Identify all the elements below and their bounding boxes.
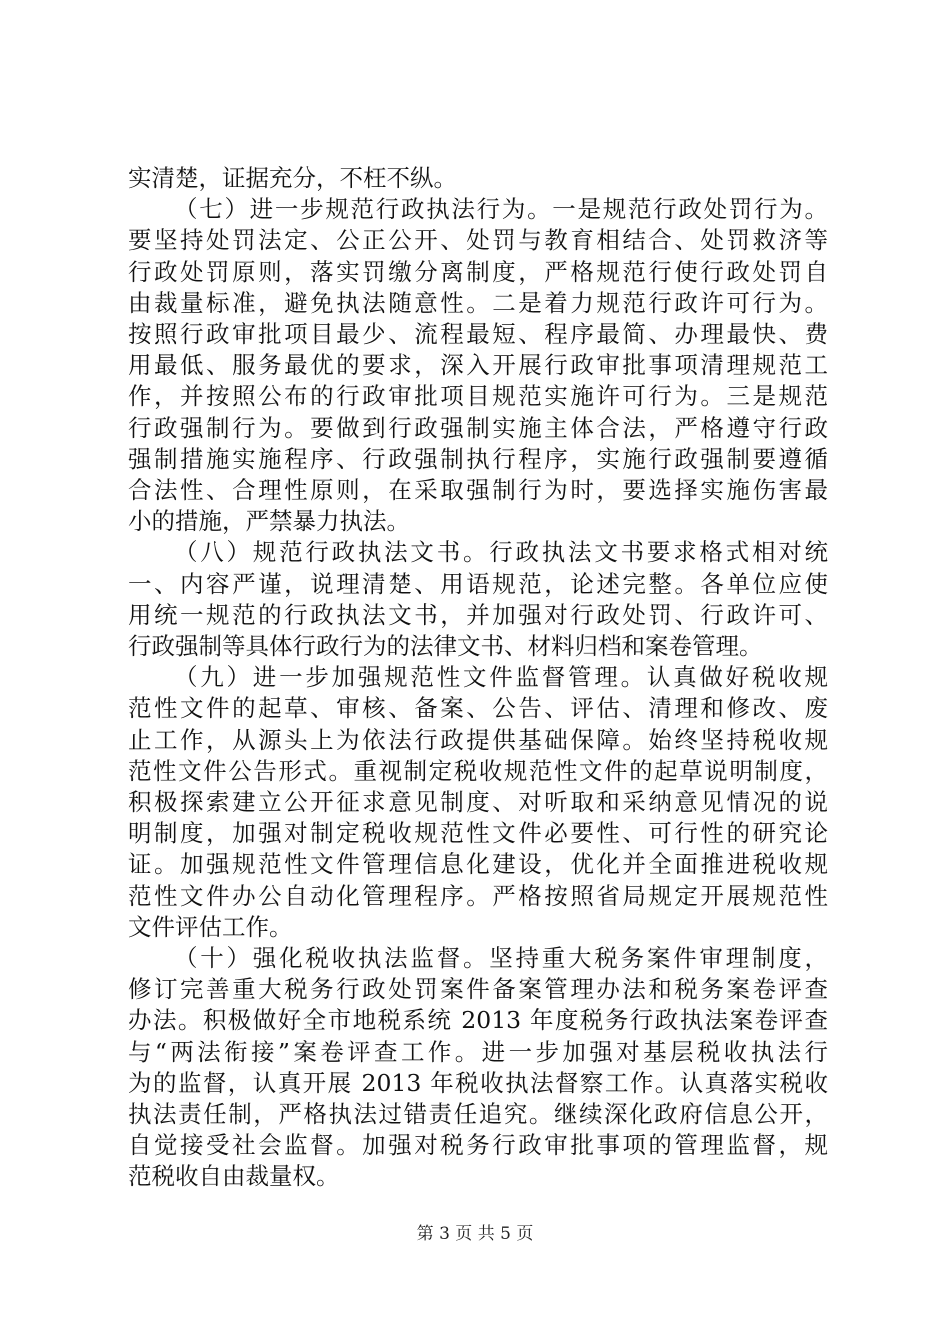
body-line: 办法。积极做好全市地税系统 2013 年度税务行政执法案卷评查: [128, 1006, 828, 1035]
body-line: 修订完善重大税务行政处罚案件备案管理办法和税务案卷评查: [128, 975, 828, 1004]
body-line: 用统一规范的行政执法文书，并加强对行政处罚、行政许可、: [128, 600, 828, 629]
body-line: 行政强制等具体行政行为的法律文书、材料归档和案卷管理。: [128, 632, 763, 660]
body-line: 与“两法衔接”案卷评查工作。进一步加强对基层税收执法行: [128, 1037, 828, 1066]
body-line: 自觉接受社会监督。加强对税务行政审批事项的管理监督，规: [128, 1131, 828, 1160]
body-line: 止工作，从源头上为依法行政提供基础保障。始终坚持税收规: [128, 725, 828, 754]
body-line: 一、内容严谨，说理清楚、用语规范，论述完整。各单位应使: [128, 569, 828, 598]
section-9-heading-line: （九）进一步加强规范性文件监督管理。认真做好税收规: [174, 663, 828, 692]
body-line: 由裁量标准，避免执法随意性。二是着力规范行政许可行为。: [128, 288, 828, 317]
body-line: 小的措施，严禁暴力执法。: [128, 507, 410, 536]
body-line: 作，并按照公布的行政审批项目规范实施许可行为。三是规范: [128, 382, 828, 411]
body-line: 范税收自由裁量权。: [128, 1162, 340, 1191]
body-line: 明制度，加强对制定税收规范性文件必要性、可行性的研究论: [128, 819, 828, 848]
body-line: 范性文件办公自动化管理程序。严格按照省局规定开展规范性: [128, 881, 828, 910]
page-footer: 第 3 页 共 5 页: [416, 1224, 534, 1244]
body-line: 行政强制行为。要做到行政强制实施主体合法，严格遵守行政: [128, 413, 828, 442]
section-8-heading-line: （八）规范行政执法文书。行政执法文书要求格式相对统: [174, 538, 828, 567]
body-line: 强制措施实施程序、行政强制执行程序，实施行政强制要遵循: [128, 444, 828, 473]
body-line: 文件评估工作。: [128, 912, 293, 941]
body-line: 用最低、服务最优的要求，深入开展行政审批事项清理规范工: [128, 351, 828, 380]
body-line: 行政处罚原则，落实罚缴分离制度，严格规范行使行政处罚自: [128, 257, 828, 286]
body-line: 要坚持处罚法定、公正公开、处罚与教育相结合、处罚救济等: [128, 226, 828, 255]
body-line: 为的监督，认真开展 2013 年税收执法督察工作。认真落实税收: [128, 1068, 828, 1097]
body-line: 按照行政审批项目最少、流程最短、程序最简、办理最快、费: [128, 320, 828, 348]
body-line: 证。加强规范性文件管理信息化建设，优化并全面推进税收规: [128, 850, 828, 879]
body-line: 积极探索建立公开征求意见制度、对听取和采纳意见情况的说: [128, 788, 828, 816]
body-line: 范性文件的起草、审核、备案、公告、评估、清理和修改、废: [128, 694, 828, 723]
body-line: 实清楚，证据充分，不枉不纵。: [128, 164, 457, 192]
section-7-heading-line: （七）进一步规范行政执法行为。一是规范行政处罚行为。: [174, 195, 828, 224]
section-10-heading-line: （十）强化税收执法监督。坚持重大税务案件审理制度，: [174, 944, 828, 972]
body-line: 执法责任制，严格执法过错责任追究。继续深化政府信息公开，: [128, 1100, 828, 1128]
body-line: 范性文件公告形式。重视制定税收规范性文件的起草说明制度，: [128, 756, 828, 785]
body-line: 合法性、合理性原则，在采取强制行为时，要选择实施伤害最: [128, 476, 828, 504]
